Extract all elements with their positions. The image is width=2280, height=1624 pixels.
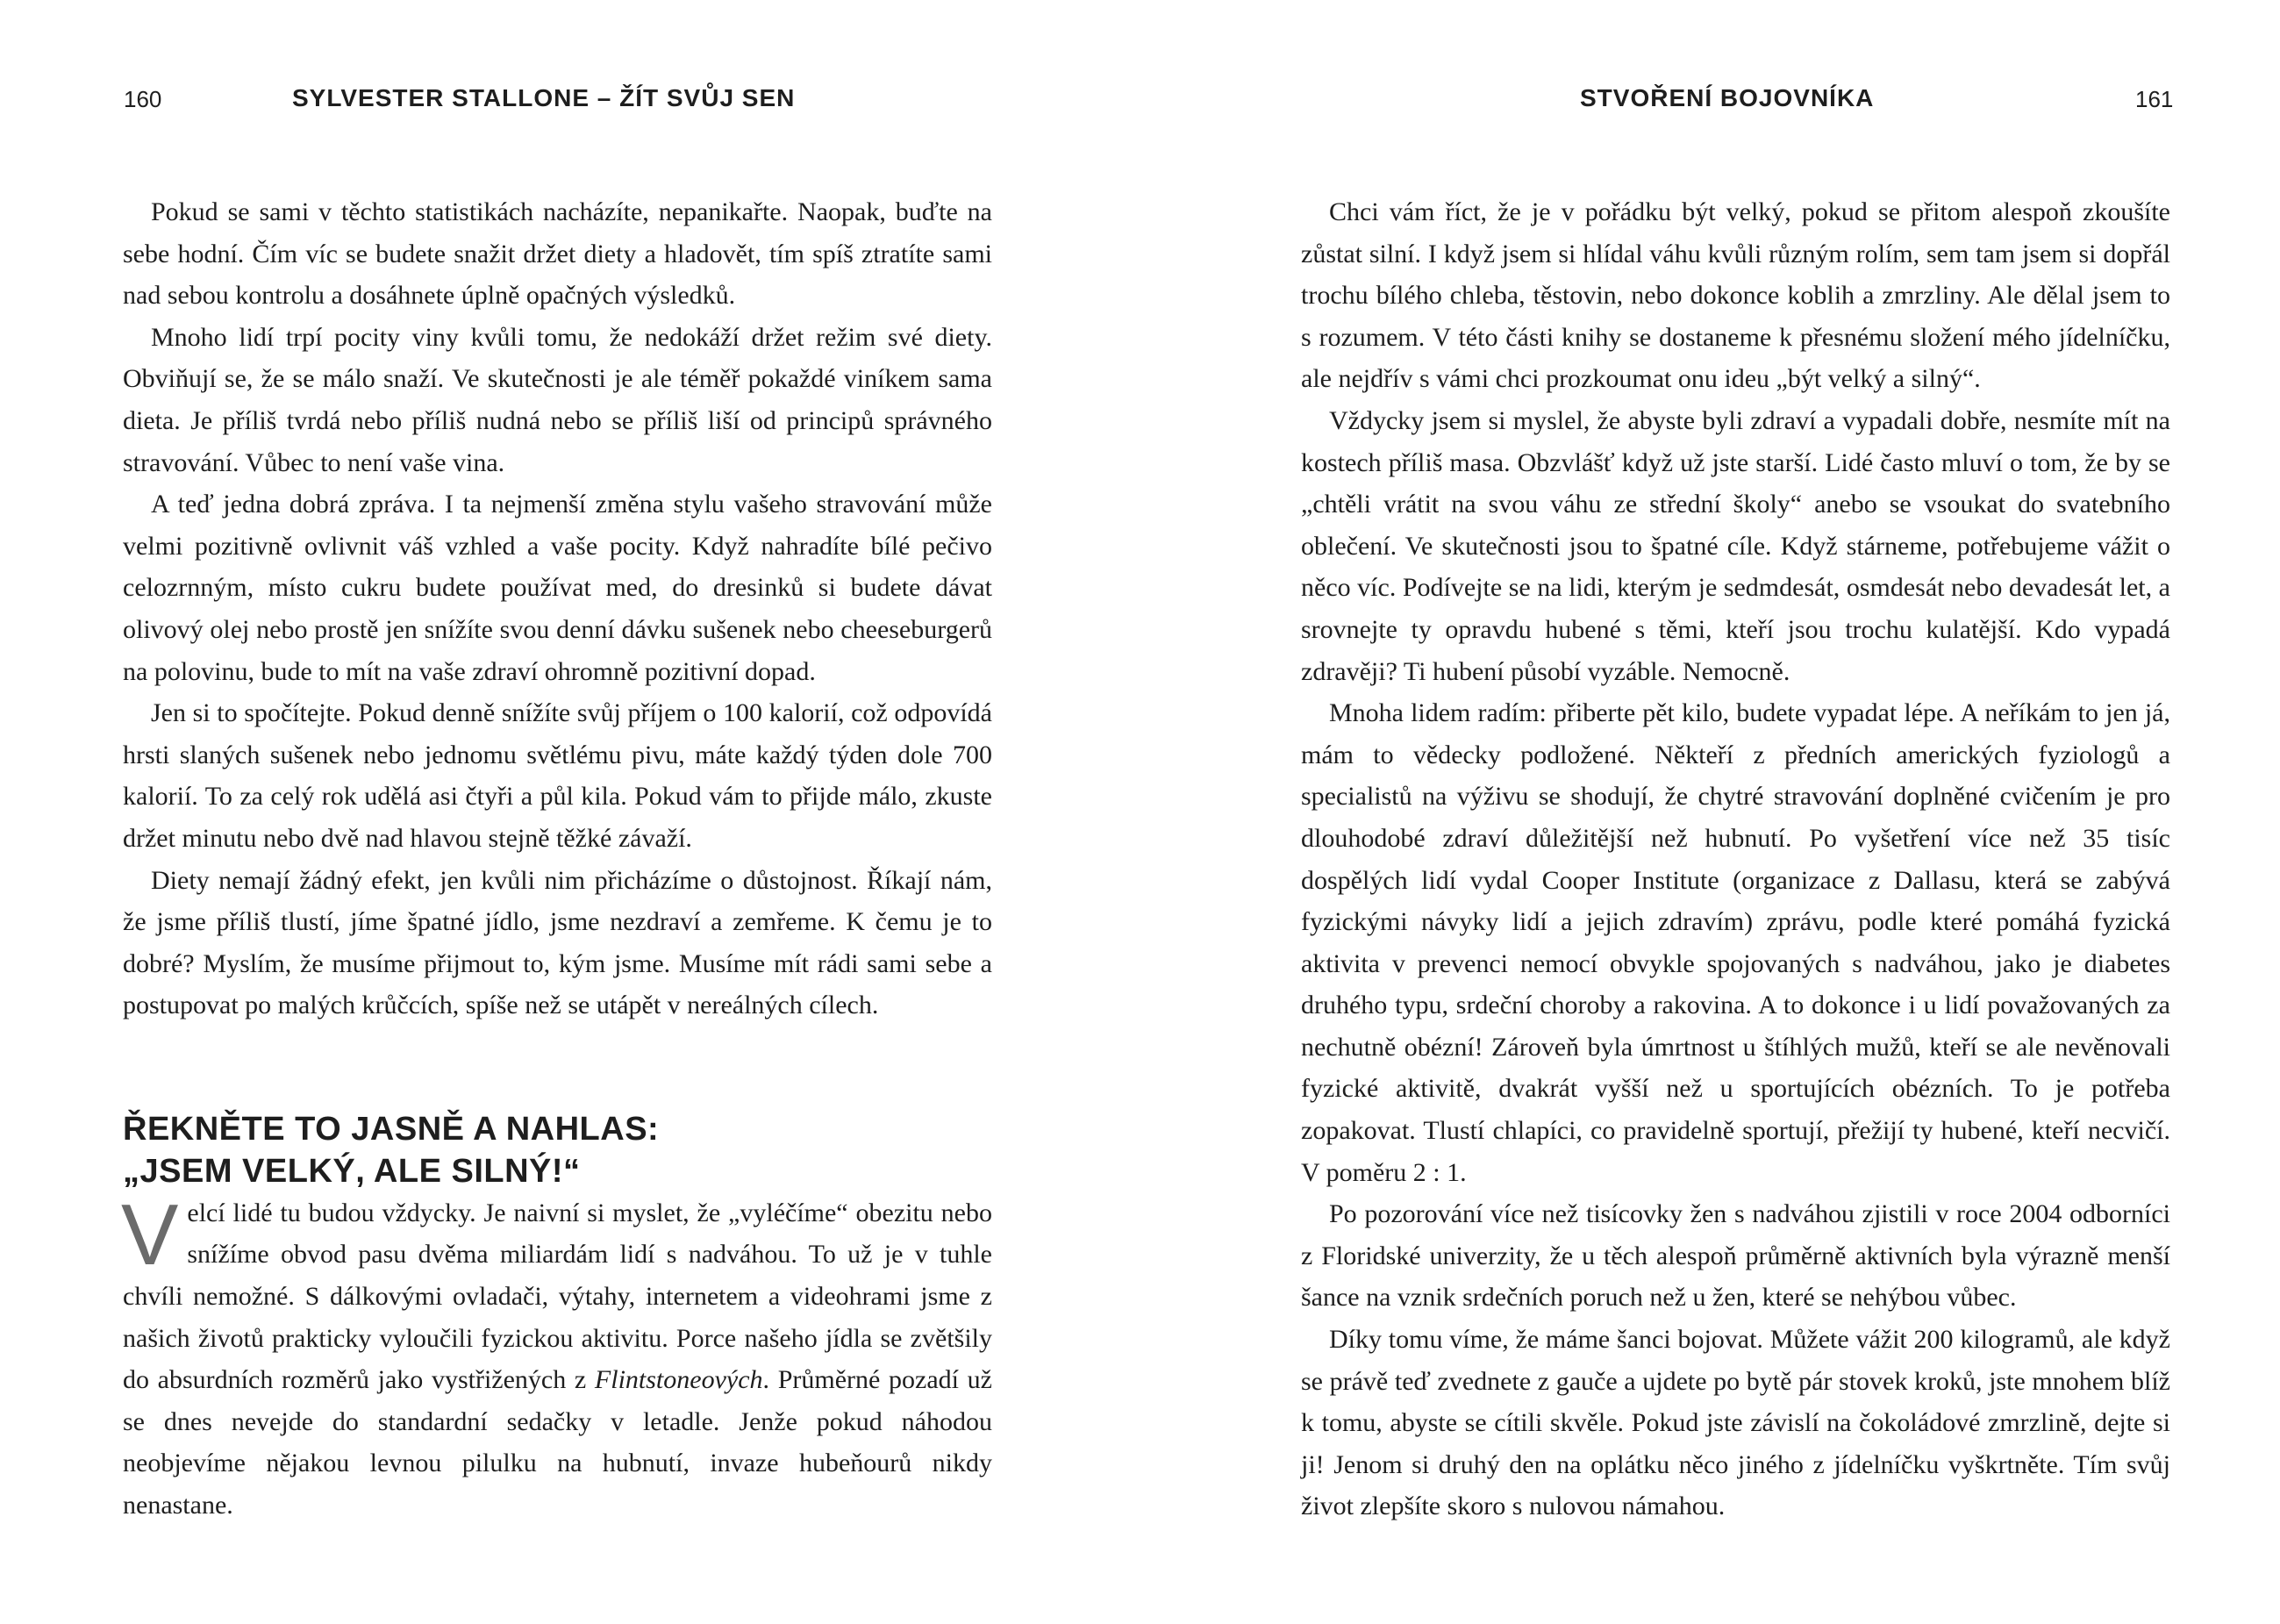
paragraph: Po pozorování více než tisícovky žen s nadváhou zjistili v roce 2004 odborníci z Floridské univerzity, že u těch alespoň průměrně aktivních byla výrazně menší šance na vznik srdečních poruch než u žen, které se nehýbou vůbec. — [1301, 1199, 2170, 1313]
paragraph: Díky tomu víme, že máme šanci bojovat. Můžete vážit 200 kilogramů, ale když se právě teď zvednete z gauče a ujdete po bytě pár stovek kroků, jste mnohem blíž k tomu, abyste se cítili skvěle. Pokud jste závislí na čokoládové zmrzlině, dejte si ji! Jenom si druhý den na oplátku něco jiného z jídelníčku vyškrtněte. Tím svůj život zlepšíte skoro s nulovou námahou. — [1301, 1325, 2170, 1521]
running-head: STVOŘENÍ BOJOVNÍKA — [1580, 84, 1875, 111]
italic-title: Flintstoneových — [594, 1365, 763, 1395]
section-heading — [123, 1108, 992, 1192]
paragraph: Vždycky jsem si myslel, že abyste byli zdraví a vypadali dobře, nesmíte mít na kostech příliš masa. Obzvlášť když už jste starší. Lidé často mluví o tom, že by se „chtěli vrátit na svou váhu ze střední školy“ anebo se vsoukat do svatebního oblečení. Ve skutečnosti jsou to špatné cíle. Když stárneme, potřebujeme vážit o něco víc. Podívejte se na lidi, kterým je sedmdesát, osmdesát nebo devadesát let, a srovnejte ty opravdu hubené s těmi, kteří jsou trochu kulatější. Kdo vypadá zdravěji? Ti hubení působí vyzáble. Nemocně. — [1301, 405, 2170, 686]
paragraph: Diety nemají žádný efekt, jen kvůli nim přicházíme o důstojnost. Říkají nám, že jsme příliš tlustí, jíme špatné jídlo, jsme nezdraví a zemřeme. K čemu je to dobré? Myslím, že musíme přijmout to, kým jsme. Musíme mít rádi sami sebe a postupovat po malých krůčcích, spíše než se utápět v nereálných cílech. — [123, 865, 992, 1020]
paragraph: Mnoho lidí trpí pocity viny kvůli tomu, že nedokáží držet režim své diety. Obviňují se, že se málo snaží. Ve skutečnosti je ale téměř pokaždé viníkem sama dieta. Je příliš tvrdá nebo příliš nudná nebo se příliš liší od principů správného stravování. Vůbec to není vaše vina. — [123, 322, 992, 477]
right-page — [1140, 0, 2280, 1624]
paragraph-text: elcí lidé tu budou vždycky. Je naivní si myslet, že „vyléčíme“ obezitu nebo snížíme obvod pasu dvěma miliardám lidí s nadváhou. To už je v tuhle chvíli nemožné. S dálkovými ovladači, výtahy, internetem a videohrami jsme z našich životů prakticky vyloučili fyzickou aktivitu. Porce našeho jídla se zvětšily do absurdních rozměrů jako vystřižených z — [123, 1198, 992, 1395]
section-heading-line: ŘEKNĚTE TO JASNĚ A NAHLAS: — [123, 1110, 660, 1148]
body-text — [1301, 191, 2170, 1527]
body-text — [123, 191, 992, 1527]
paragraph: Pokud se sami v těchto statistikách nacházíte, nepanikařte. Naopak, buďte na sebe hodní. Čím víc se budete snažit držet diety a hladovět, tím spíš ztratíte sami nad sebou kontrolu a dosáhnete úplně opačných výsledků. — [123, 197, 992, 311]
paragraph-text: . Průměrné pozadí už se dnes nevejde do standardní sedačky v letadle. Jenže pokud náhodou neobjevíme nějakou levnou pilulku na hubnutí, invaze hubeňourů nikdy nenastane. — [123, 1365, 992, 1520]
paragraph: Jen si to spočítejte. Pokud denně snížíte svůj příjem o 100 kalorií, což odpovídá hrsti slaných sušenek nebo jednomu světlému pivu, máte každý týden dole 700 kalorií. To za celý rok udělá asi čtyři a půl kila. Pokud vám to přijde málo, zkuste držet minutu nebo dvě nad hlavou stejně těžké závaží. — [123, 698, 992, 853]
paragraph: A teď jedna dobrá zpráva. I ta nejmenší změna stylu vašeho stravování může velmi pozitivně ovlivnit váš vzhled a vaše pocity. Když nahradíte bílé pečivo celozrnným, místo cukru budete používat med, do dresinků si budete dávat olivový olej nebo prostě jen snížíte svou denní dávku sušenek nebo cheeseburgerů na polovinu, bude to mít na vaše zdraví ohromně pozitivní dopad. — [123, 490, 992, 686]
section-heading-line: „JSEM VELKÝ, ALE SILNÝ!“ — [123, 1152, 581, 1190]
drop-cap: V — [121, 1185, 179, 1283]
page-number: 161 — [2135, 86, 2174, 112]
paragraph: Mnoha lidem radím: přiberte pět kilo, budete vypadat lépe. A neříkám to jen já, mám to vědecky podložené. Někteří z předních amerických fyziologů a specialistů na výživu se shodují, že chytré stravování doplněné cvičením je pro dlouhodobé zdraví důležitější než hubnutí. Po vyšetření více než 35 tisíc dospělých lidí vydal Cooper Institute (organizace z Dallasu, která se zabývá fyzickými návyky lidí a jejich zdravím) zprávu, podle které pomáhá fyzická aktivita v prevenci nemocí obvykle spojovaných s nadváhou, jako je diabetes druhého typu, srdeční choroby a rakovina. A to dokonce i u lidí považovaných za nechutně obézní! Zároveň byla úmrtnost u štíhlých mužů, kteří se ale nevěnovali fyzické aktivitě, dvakrát vyšší než u sportujících obézních. To je potřeba zopakovat. Tlustí chlapíci, co pravidelně sportují, přežijí ty hubené, kteří necvičí. V poměru 2 : 1. — [1301, 698, 2170, 1187]
page-number: 160 — [124, 86, 162, 112]
paragraph: Chci vám říct, že je v pořádku být velký, pokud se přitom alespoň zkoušíte zůstat silní. I když jsem si hlídal váhu kvůli různým rolím, sem tam jsem si dopřál trochu bílého chleba, těstovin, nebo dokonce koblih a zmrzliny. Ale dělal jsem to s rozumem. V této části knihy se dostaneme k přesnému složení mého jídelníčku, ale nejdřív s vámi chci prozkoumat onu ideu „být velký a silný“. — [1301, 197, 2170, 394]
opening-paragraph — [121, 1185, 992, 1527]
running-head: SYLVESTER STALLONE – ŽÍT SVŮJ SEN — [292, 84, 796, 111]
